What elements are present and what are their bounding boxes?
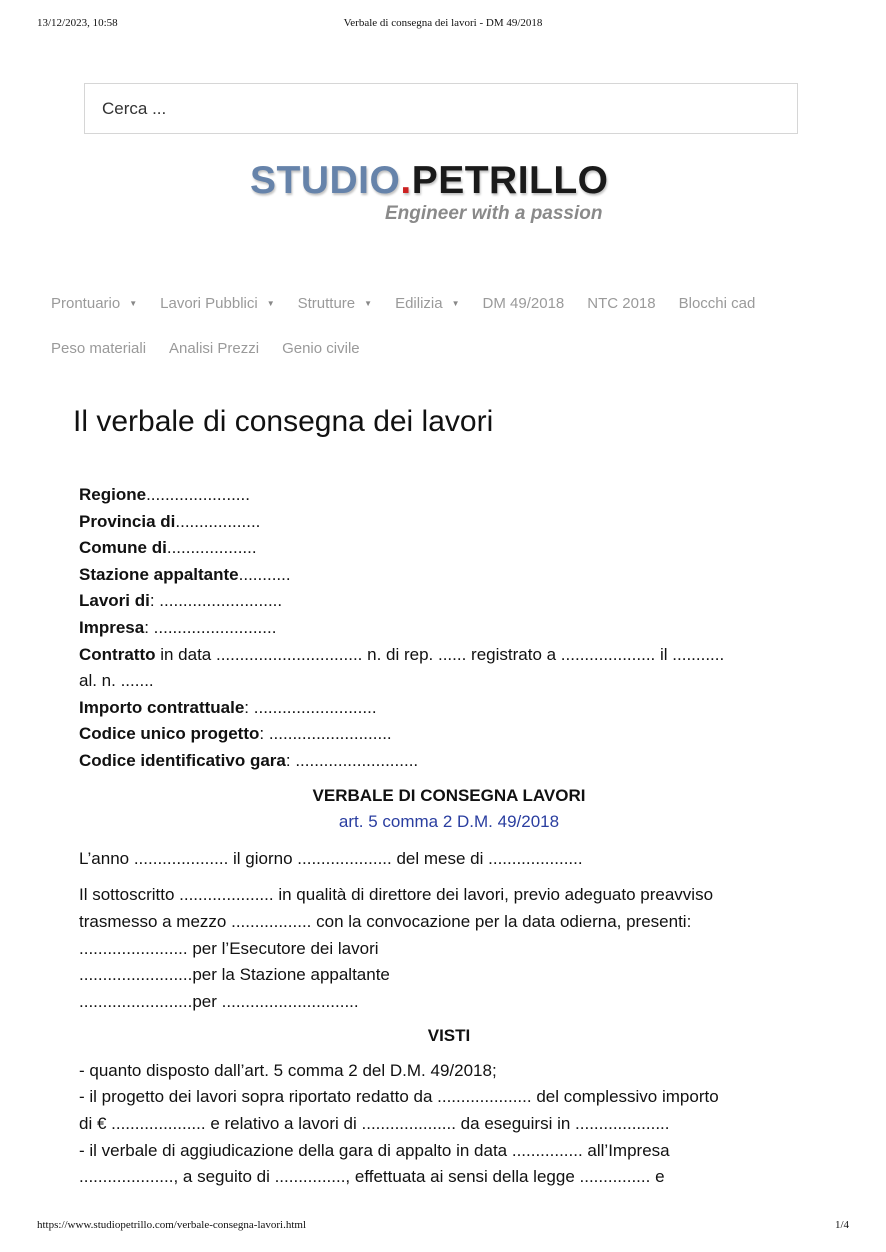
field-label: Regione — [79, 485, 147, 504]
logo-dot: . — [400, 159, 412, 202]
field-line — [79, 562, 819, 589]
field-line — [79, 695, 819, 722]
field-value: al. n. ....... — [79, 671, 154, 691]
field-value: ................... — [166, 538, 257, 558]
field-line — [79, 535, 819, 562]
field-value: .................. — [175, 511, 261, 531]
logo-tagline: Engineer with a passion — [385, 203, 603, 224]
nav-item-dm-49-2018[interactable] — [483, 294, 565, 314]
nav-item-peso-materiali[interactable] — [51, 339, 146, 359]
text-line: trasmesso a mezzo ................. con la convocazione per la data odierna, presenti: — [79, 911, 692, 931]
nav-item-label: Blocchi cad — [678, 295, 756, 312]
field-value: in data ............................... n. di rep. ...... registrato a .................... il ........... — [155, 644, 725, 664]
field-label: Comune di — [79, 538, 167, 558]
document-body — [79, 482, 819, 1191]
caret-down-icon: ▼ — [451, 299, 460, 308]
nav-item-edilizia[interactable] — [395, 294, 459, 314]
logo-part1: STUDIO — [250, 159, 401, 202]
nav-row-1 — [51, 294, 778, 314]
sottoscritto-paragraph — [79, 882, 819, 1015]
text-line: - quanto disposto dall’art. 5 comma 2 del D.M. 49/2018; — [79, 1060, 497, 1080]
page-title: Il verbale di consegna dei lavori — [73, 405, 494, 438]
anno-line: L’anno .................... il giorno .................... del mese di .................... — [79, 848, 583, 868]
nav-item-label: Edilizia — [395, 295, 443, 312]
field-value: : .......................... — [149, 591, 283, 611]
print-page-number: 1/4 — [834, 1219, 849, 1231]
nav-item-lavori-pubblici[interactable] — [160, 294, 274, 314]
field-label: Codice identificativo gara — [79, 750, 286, 770]
search-placeholder: Cerca ... — [102, 98, 167, 118]
field-line — [79, 668, 819, 695]
verbale-reference-link[interactable]: art. 5 comma 2 D.M. 49/2018 — [338, 812, 560, 832]
field-label: Contratto — [79, 644, 156, 664]
text-line: di € .................... e relativo a lavori di .................... da eseguirsi in .................... — [79, 1114, 670, 1134]
field-value: : .......................... — [244, 697, 377, 717]
caret-down-icon: ▼ — [266, 299, 275, 308]
nav-item-analisi-prezzi[interactable] — [169, 339, 259, 359]
field-value: ........... — [238, 564, 291, 584]
visti-heading: VISTI — [427, 1026, 471, 1046]
nav-item-prontuario[interactable] — [51, 294, 137, 314]
nav-item-ntc-2018[interactable] — [587, 294, 655, 314]
nav-item-label: DM 49/2018 — [482, 295, 565, 312]
field-line — [79, 615, 819, 642]
logo-part2: PETRILLO — [411, 159, 609, 202]
nav-item-label: Analisi Prezzi — [169, 340, 260, 357]
nav-item-blocchi-cad[interactable] — [679, 294, 756, 314]
site-logo[interactable] — [0, 158, 886, 230]
nav-item-label: Genio civile — [282, 340, 360, 357]
field-line — [79, 748, 819, 775]
field-value: : .......................... — [144, 617, 277, 637]
text-line: ........................per ............................. — [79, 991, 359, 1011]
text-line: Il sottoscritto .................... in qualità di direttore dei lavori, previo adeguato preavviso — [79, 885, 714, 905]
nav-item-label: Peso materiali — [51, 340, 147, 357]
nav-item-label: Prontuario — [51, 295, 121, 312]
logo-wordmark — [250, 158, 609, 204]
field-label: Importo contrattuale — [79, 697, 245, 717]
print-footer — [0, 1219, 886, 1235]
search-input[interactable] — [84, 83, 798, 134]
print-doc-title: Verbale di consegna dei lavori - DM 49/2018 — [343, 17, 543, 29]
field-value: : .......................... — [259, 724, 392, 744]
field-value: : .......................... — [285, 750, 419, 770]
field-line — [79, 642, 819, 669]
field-line — [79, 482, 819, 509]
field-label: Stazione appaltante — [79, 564, 239, 584]
field-line — [79, 588, 819, 615]
text-line: ...................., a seguito di ..............., effettuata ai sensi della legge ............... e — [79, 1167, 665, 1187]
field-label: Codice unico progetto — [79, 724, 260, 744]
field-line — [79, 721, 819, 748]
text-line: ........................per la Stazione appaltante — [79, 965, 390, 985]
text-line: - il progetto dei lavori sopra riportato redatto da .................... del complessivo importo — [79, 1087, 719, 1107]
field-value: ...................... — [146, 485, 250, 504]
nav-item-genio-civile[interactable] — [282, 339, 360, 359]
field-label: Provincia di — [79, 511, 176, 531]
nav-item-label: Lavori Pubblici — [160, 295, 258, 312]
header-fields — [79, 482, 819, 775]
print-header — [0, 17, 886, 33]
print-datetime: 13/12/2023, 10:58 — [37, 17, 118, 29]
visti-list — [79, 1058, 819, 1191]
nav-item-label: NTC 2018 — [587, 295, 656, 312]
field-label: Lavori di — [79, 591, 150, 611]
nav-item-strutture[interactable] — [298, 294, 372, 314]
nav-row-2 — [51, 339, 383, 359]
field-line — [79, 509, 819, 536]
text-line: ....................... per l’Esecutore dei lavori — [79, 938, 379, 958]
caret-down-icon: ▼ — [129, 299, 138, 308]
field-label: Impresa — [79, 617, 145, 637]
print-url: https://www.studiopetrillo.com/verbale-consegna-lavori.html — [37, 1219, 307, 1231]
text-line: - il verbale di aggiudicazione della gara di appalto in data ............... all’Impresa — [79, 1140, 670, 1160]
verbale-heading: VERBALE DI CONSEGNA LAVORI — [312, 785, 586, 805]
caret-down-icon: ▼ — [364, 299, 373, 308]
nav-item-label: Strutture — [297, 295, 356, 312]
